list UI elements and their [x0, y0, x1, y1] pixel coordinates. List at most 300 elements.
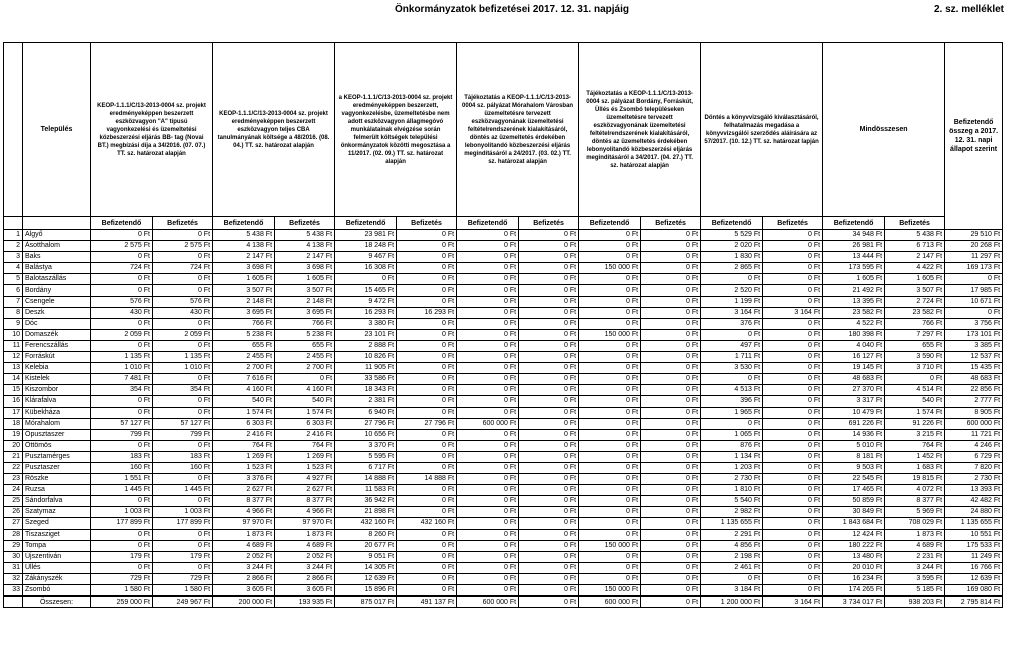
amount-cell: 2 888 Ft: [335, 340, 397, 351]
amount-cell: 0 Ft: [91, 340, 153, 351]
settlement-name: Csengele: [23, 296, 91, 307]
amount-cell: 0 Ft: [397, 285, 457, 296]
amount-cell: 0 Ft: [641, 440, 701, 451]
amount-cell: 1 065 Ft: [701, 429, 763, 440]
row-index: 10: [4, 329, 23, 340]
amount-cell: 1 452 Ft: [885, 451, 945, 462]
amount-cell: 1 203 Ft: [701, 462, 763, 473]
amount-cell: 1 574 Ft: [213, 407, 275, 418]
amount-cell: 2 147 Ft: [885, 252, 945, 263]
amount-cell: 183 Ft: [153, 451, 213, 462]
settlement-name: Tiszasziget: [23, 529, 91, 540]
table-row: [4, 529, 1003, 540]
amount-cell: 0 Ft: [91, 318, 153, 329]
amount-cell: 20 268 Ft: [945, 241, 1003, 252]
group-header-total: Mindösszesen: [823, 43, 945, 217]
amount-cell: 0 Ft: [579, 241, 641, 252]
amount-cell: 42 482 Ft: [945, 496, 1003, 507]
settlement-name: Öttömös: [23, 440, 91, 451]
amount-cell: 50 859 Ft: [823, 496, 885, 507]
amount-cell: 97 970 Ft: [275, 518, 335, 529]
amount-cell: 0 Ft: [457, 485, 519, 496]
amount-cell: 724 Ft: [91, 263, 153, 274]
amount-cell: 0 Ft: [519, 462, 579, 473]
amount-cell: 16 234 Ft: [823, 573, 885, 584]
amount-cell: 0 Ft: [457, 585, 519, 597]
amount-cell: 0 Ft: [763, 573, 823, 584]
amount-cell: 179 Ft: [91, 551, 153, 562]
settlement-name: Tompa: [23, 540, 91, 551]
amount-cell: 0 Ft: [519, 385, 579, 396]
amount-cell: 0 Ft: [457, 462, 519, 473]
amount-cell: 5 010 Ft: [823, 440, 885, 451]
amount-cell: 1 683 Ft: [885, 462, 945, 473]
amount-cell: 18 248 Ft: [335, 241, 397, 252]
amount-cell: 13 480 Ft: [823, 551, 885, 562]
amount-cell: 173 101 Ft: [945, 329, 1003, 340]
table-row: [4, 285, 1003, 296]
amount-cell: 2 730 Ft: [945, 474, 1003, 485]
amount-cell: 354 Ft: [153, 385, 213, 396]
amount-cell: 179 Ft: [153, 551, 213, 562]
amount-cell: 766 Ft: [885, 318, 945, 329]
amount-cell: 14 888 Ft: [335, 474, 397, 485]
amount-cell: 2 148 Ft: [213, 296, 275, 307]
row-index: 2: [4, 241, 23, 252]
amount-cell: 0 Ft: [579, 518, 641, 529]
row-index: 33: [4, 585, 23, 597]
amount-cell: 8 377 Ft: [275, 496, 335, 507]
amount-cell: 354 Ft: [91, 385, 153, 396]
settlement-name: Klárafalva: [23, 396, 91, 407]
amount-cell: 30 849 Ft: [823, 507, 885, 518]
amount-cell: 0 Ft: [763, 562, 823, 573]
amount-cell: 9 467 Ft: [335, 252, 397, 263]
table-row: [4, 429, 1003, 440]
amount-cell: 0 Ft: [579, 551, 641, 562]
amount-cell: 0 Ft: [579, 285, 641, 296]
table-row: [4, 474, 1003, 485]
amount-cell: 0 Ft: [519, 429, 579, 440]
amount-cell: 0 Ft: [91, 540, 153, 551]
amount-cell: 2 627 Ft: [213, 485, 275, 496]
amount-cell: 2 381 Ft: [335, 396, 397, 407]
group-header: Tájékoztatás a KEOP-1.1.1/C/13-2013-0004 sz. pályázat Bordány, Forráskút, Üllés és Zsombó településeken üzemeltetésre tervezett eszközvagyonának üzemeltetési feltételrendszerének kialakításáról, döntés az üzemeltetés érdekében lebonyolítandó közbeszerzési eljárás megindításáról a 34/2017. (04. 27.) TT. sz. határozat alapján: [579, 43, 701, 217]
amount-cell: 3 605 Ft: [275, 585, 335, 597]
index-subheader: [4, 217, 23, 230]
amount-cell: 0 Ft: [519, 396, 579, 407]
amount-cell: 2 700 Ft: [213, 363, 275, 374]
amount-cell: 1 135 Ft: [153, 352, 213, 363]
amount-cell: 0 Ft: [457, 374, 519, 385]
amount-cell: 1 605 Ft: [885, 274, 945, 285]
table-row: [4, 396, 1003, 407]
amount-cell: 0 Ft: [519, 329, 579, 340]
amount-cell: 0 Ft: [457, 429, 519, 440]
payments-table: [3, 42, 1003, 608]
amount-cell: 0 Ft: [457, 352, 519, 363]
amount-cell: 2 724 Ft: [885, 296, 945, 307]
settlement-name: Kelebia: [23, 363, 91, 374]
amount-cell: 3 244 Ft: [213, 562, 275, 573]
amount-cell: 4 040 Ft: [823, 340, 885, 351]
amount-cell: 0 Ft: [701, 418, 763, 429]
amount-cell: 4 966 Ft: [275, 507, 335, 518]
amount-cell: 766 Ft: [213, 318, 275, 329]
amount-cell: 2 520 Ft: [701, 285, 763, 296]
amount-cell: 0 Ft: [641, 496, 701, 507]
amount-cell: 0 Ft: [457, 440, 519, 451]
amount-cell: 5 529 Ft: [701, 230, 763, 241]
amount-cell: 34 948 Ft: [823, 230, 885, 241]
row-index: 15: [4, 385, 23, 396]
amount-cell: 2 730 Ft: [701, 474, 763, 485]
amount-cell: 2 059 Ft: [153, 329, 213, 340]
amount-cell: 16 308 Ft: [335, 263, 397, 274]
amount-cell: 5 438 Ft: [885, 230, 945, 241]
due-subheader: Befizetendő: [213, 217, 275, 230]
amount-cell: 0 Ft: [641, 274, 701, 285]
totals-label: Összesen:: [23, 596, 91, 608]
amount-cell: 5 438 Ft: [213, 230, 275, 241]
row-index: 18: [4, 418, 23, 429]
amount-cell: 57 127 Ft: [153, 418, 213, 429]
amount-cell: 0 Ft: [579, 352, 641, 363]
amount-cell: 0 Ft: [641, 352, 701, 363]
amount-cell: 5 238 Ft: [213, 329, 275, 340]
amount-cell: 2 147 Ft: [213, 252, 275, 263]
table-row: [4, 462, 1003, 473]
amount-cell: 0 Ft: [91, 230, 153, 241]
row-index: 29: [4, 540, 23, 551]
row-index: 27: [4, 518, 23, 529]
amount-cell: 11 905 Ft: [335, 363, 397, 374]
amount-cell: 22 856 Ft: [945, 385, 1003, 396]
amount-cell: 0 Ft: [579, 252, 641, 263]
settlement-name: Dóc: [23, 318, 91, 329]
amount-cell: 8 905 Ft: [945, 407, 1003, 418]
amount-cell: 2 416 Ft: [213, 429, 275, 440]
amount-cell: 1 580 Ft: [153, 585, 213, 597]
total-amount-cell: 2 795 814 Ft: [945, 596, 1003, 608]
amount-cell: 3 184 Ft: [701, 585, 763, 597]
amount-cell: 0 Ft: [641, 507, 701, 518]
row-index: 3: [4, 252, 23, 263]
amount-cell: 1 873 Ft: [275, 529, 335, 540]
amount-cell: 576 Ft: [91, 296, 153, 307]
amount-cell: 2 416 Ft: [275, 429, 335, 440]
amount-cell: 0 Ft: [763, 274, 823, 285]
total-amount-cell: 259 000 Ft: [91, 596, 153, 608]
settlement-name: Kistelek: [23, 374, 91, 385]
table-row: [4, 407, 1003, 418]
amount-cell: 0 Ft: [457, 230, 519, 241]
amount-cell: 11 721 Ft: [945, 429, 1003, 440]
amount-cell: 2 455 Ft: [213, 352, 275, 363]
table-row: [4, 352, 1003, 363]
settlement-name: Röszke: [23, 474, 91, 485]
amount-cell: 183 Ft: [91, 451, 153, 462]
amount-cell: 540 Ft: [275, 396, 335, 407]
amount-cell: 0 Ft: [519, 418, 579, 429]
amount-cell: 0 Ft: [763, 352, 823, 363]
amount-cell: 0 Ft: [397, 230, 457, 241]
amount-cell: 6 713 Ft: [885, 241, 945, 252]
amount-cell: 0 Ft: [641, 318, 701, 329]
row-index: 16: [4, 396, 23, 407]
amount-cell: 7 297 Ft: [885, 329, 945, 340]
paid-subheader: Befizetés: [885, 217, 945, 230]
amount-cell: 2 866 Ft: [213, 573, 275, 584]
table-row: [4, 318, 1003, 329]
amount-cell: 2 052 Ft: [213, 551, 275, 562]
amount-cell: 0 Ft: [457, 307, 519, 318]
row-index: 24: [4, 485, 23, 496]
amount-cell: 16 293 Ft: [397, 307, 457, 318]
amount-cell: 8 181 Ft: [823, 451, 885, 462]
amount-cell: 0 Ft: [397, 429, 457, 440]
amount-cell: 0 Ft: [641, 252, 701, 263]
row-index: 5: [4, 274, 23, 285]
table-row: [4, 485, 1003, 496]
amount-cell: 0 Ft: [397, 396, 457, 407]
amount-cell: 0 Ft: [457, 451, 519, 462]
amount-cell: 4 522 Ft: [823, 318, 885, 329]
amount-cell: 0 Ft: [153, 318, 213, 329]
amount-cell: 2 575 Ft: [153, 241, 213, 252]
amount-cell: 0 Ft: [641, 230, 701, 241]
amount-cell: 21 492 Ft: [823, 285, 885, 296]
table-row: [4, 451, 1003, 462]
amount-cell: 0 Ft: [641, 429, 701, 440]
amount-cell: 1 445 Ft: [153, 485, 213, 496]
row-index: 28: [4, 529, 23, 540]
amount-cell: 0 Ft: [397, 241, 457, 252]
amount-cell: 4 160 Ft: [275, 385, 335, 396]
amount-cell: 1 830 Ft: [701, 252, 763, 263]
amount-cell: 3 244 Ft: [885, 562, 945, 573]
amount-cell: 4 927 Ft: [275, 474, 335, 485]
amount-cell: 10 479 Ft: [823, 407, 885, 418]
amount-cell: 0 Ft: [519, 585, 579, 597]
table-row: [4, 551, 1003, 562]
amount-cell: 1 523 Ft: [275, 462, 335, 473]
table-row: [4, 385, 1003, 396]
amount-cell: 0 Ft: [457, 407, 519, 418]
amount-cell: 396 Ft: [701, 396, 763, 407]
amount-cell: 0 Ft: [701, 329, 763, 340]
amount-cell: 876 Ft: [701, 440, 763, 451]
amount-cell: 10 656 Ft: [335, 429, 397, 440]
amount-cell: 0 Ft: [153, 407, 213, 418]
amount-cell: 2 461 Ft: [701, 562, 763, 573]
paid-subheader: Befizetés: [641, 217, 701, 230]
amount-cell: 22 545 Ft: [823, 474, 885, 485]
table-row: [4, 562, 1003, 573]
amount-cell: 3 244 Ft: [275, 562, 335, 573]
table-row: [4, 307, 1003, 318]
amount-cell: 1 003 Ft: [91, 507, 153, 518]
amount-cell: 0 Ft: [763, 518, 823, 529]
amount-cell: 1 199 Ft: [701, 296, 763, 307]
amount-cell: 0 Ft: [397, 551, 457, 562]
amount-cell: 48 683 Ft: [823, 374, 885, 385]
amount-cell: 764 Ft: [275, 440, 335, 451]
amount-cell: 729 Ft: [91, 573, 153, 584]
amount-cell: 0 Ft: [701, 374, 763, 385]
amount-cell: 160 Ft: [153, 462, 213, 473]
totals-row: [4, 596, 1003, 608]
settlement-name: Ferencszállás: [23, 340, 91, 351]
amount-cell: 4 160 Ft: [213, 385, 275, 396]
amount-cell: 0 Ft: [519, 485, 579, 496]
amount-cell: 2 147 Ft: [275, 252, 335, 263]
amount-cell: 3 376 Ft: [213, 474, 275, 485]
amount-cell: 430 Ft: [91, 307, 153, 318]
amount-cell: 0 Ft: [641, 340, 701, 351]
page-title: Önkormányzatok befizetései 2017. 12. 31. napjáig: [395, 4, 629, 15]
amount-cell: 57 127 Ft: [91, 418, 153, 429]
group-header: a KEOP-1.1.1/C/13-2013-0004 sz. projekt eredményeképpen beszerzett, vagyonkezelésbe, üzemeltetésbe nem adott eszközvagyon állagmegóvó munkálatainak elvégzése során felmerült költségek települési önkormányzatok közötti megosztása a 11/2017. (02. 09.) TT. sz. határozat alapján: [335, 43, 457, 217]
amount-cell: 1 134 Ft: [701, 451, 763, 462]
total-amount-cell: 0 Ft: [519, 596, 579, 608]
amount-cell: 8 260 Ft: [335, 529, 397, 540]
amount-cell: 708 029 Ft: [885, 518, 945, 529]
amount-cell: 0 Ft: [579, 451, 641, 462]
amount-cell: 0 Ft: [91, 396, 153, 407]
amount-cell: 0 Ft: [579, 462, 641, 473]
amount-cell: 2 052 Ft: [275, 551, 335, 562]
paid-subheader: Befizetés: [397, 217, 457, 230]
amount-cell: 0 Ft: [457, 529, 519, 540]
amount-cell: 0 Ft: [397, 318, 457, 329]
total-amount-cell: 875 017 Ft: [335, 596, 397, 608]
amount-cell: 2 291 Ft: [701, 529, 763, 540]
amount-cell: 11 583 Ft: [335, 485, 397, 496]
amount-cell: 3 698 Ft: [213, 263, 275, 274]
amount-cell: 175 533 Ft: [945, 540, 1003, 551]
amount-cell: 4 422 Ft: [885, 263, 945, 274]
total-amount-cell: 600 000 Ft: [457, 596, 519, 608]
settlement-name: Zsombó: [23, 585, 91, 597]
amount-cell: 0 Ft: [153, 529, 213, 540]
amount-cell: 432 160 Ft: [335, 518, 397, 529]
amount-cell: 764 Ft: [885, 440, 945, 451]
amount-cell: 430 Ft: [153, 307, 213, 318]
amount-cell: 0 Ft: [397, 585, 457, 597]
amount-cell: 1 010 Ft: [91, 363, 153, 374]
amount-cell: 4 246 Ft: [945, 440, 1003, 451]
amount-cell: 177 899 Ft: [91, 518, 153, 529]
amount-cell: 0 Ft: [763, 451, 823, 462]
amount-cell: 0 Ft: [579, 496, 641, 507]
amount-cell: 180 222 Ft: [823, 540, 885, 551]
amount-cell: 0 Ft: [519, 241, 579, 252]
amount-cell: 29 510 Ft: [945, 230, 1003, 241]
amount-cell: 0 Ft: [641, 241, 701, 252]
amount-cell: 0 Ft: [579, 573, 641, 584]
amount-cell: 3 164 Ft: [763, 307, 823, 318]
amount-cell: 11 249 Ft: [945, 551, 1003, 562]
settlement-name: Szeged: [23, 518, 91, 529]
amount-cell: 0 Ft: [763, 329, 823, 340]
amount-cell: 1 010 Ft: [153, 363, 213, 374]
amount-cell: 0 Ft: [763, 241, 823, 252]
amount-cell: 5 540 Ft: [701, 496, 763, 507]
amount-cell: 0 Ft: [519, 285, 579, 296]
amount-cell: 0 Ft: [579, 407, 641, 418]
amount-cell: 0 Ft: [397, 562, 457, 573]
amount-cell: 1 605 Ft: [823, 274, 885, 285]
amount-cell: 12 639 Ft: [335, 573, 397, 584]
amount-cell: 0 Ft: [397, 274, 457, 285]
settlement-name: Domaszék: [23, 329, 91, 340]
amount-cell: 13 395 Ft: [823, 296, 885, 307]
amount-cell: 0 Ft: [763, 474, 823, 485]
amount-cell: 0 Ft: [579, 274, 641, 285]
amount-cell: 0 Ft: [763, 540, 823, 551]
settlement-name: Pusztaszer: [23, 462, 91, 473]
amount-cell: 0 Ft: [641, 540, 701, 551]
amount-cell: 18 343 Ft: [335, 385, 397, 396]
amount-cell: 0 Ft: [763, 507, 823, 518]
amount-cell: 1 269 Ft: [213, 451, 275, 462]
amount-cell: 0 Ft: [641, 374, 701, 385]
group-header: KEOP-1.1.1/C/13-2013-0004 sz. projekt eredményeképpen beszerzett eszközvagyon teljes CBA tanulmányának költsége a 48/2016. (08. 04.) TT. sz. határozat alapján: [213, 43, 335, 217]
amount-cell: 0 Ft: [763, 407, 823, 418]
amount-cell: 7 820 Ft: [945, 462, 1003, 473]
amount-cell: 5 238 Ft: [275, 329, 335, 340]
amount-cell: 0 Ft: [397, 540, 457, 551]
amount-cell: 1 873 Ft: [213, 529, 275, 540]
amount-cell: 0 Ft: [91, 496, 153, 507]
amount-cell: 173 595 Ft: [823, 263, 885, 274]
amount-cell: 0 Ft: [763, 585, 823, 597]
amount-cell: 1 135 655 Ft: [945, 518, 1003, 529]
amount-cell: 0 Ft: [641, 407, 701, 418]
amount-cell: 0 Ft: [579, 440, 641, 451]
amount-cell: 12 424 Ft: [823, 529, 885, 540]
table-row: [4, 374, 1003, 385]
amount-cell: 4 513 Ft: [701, 385, 763, 396]
table-row: [4, 518, 1003, 529]
amount-cell: 0 Ft: [457, 540, 519, 551]
amount-cell: 0 Ft: [519, 307, 579, 318]
row-index: 7: [4, 296, 23, 307]
amount-cell: 91 226 Ft: [885, 418, 945, 429]
amount-cell: 24 880 Ft: [945, 507, 1003, 518]
amount-cell: 0 Ft: [579, 562, 641, 573]
amount-cell: 0 Ft: [153, 540, 213, 551]
amount-cell: 0 Ft: [457, 385, 519, 396]
amount-cell: 1 445 Ft: [91, 485, 153, 496]
amount-cell: 160 Ft: [91, 462, 153, 473]
amount-cell: 0 Ft: [579, 340, 641, 351]
table-body: [4, 230, 1003, 597]
group-header: KEOP-1.1.1/C/13-2013-0004 sz. projekt eredményeképpen beszerzett eszközvagyon "A" típusú vagyonkezelési és üzemeltetési közbeszerzési eljárás BB- tag (Novai BT.) megbízási díja a 34/2016. (07. 07.) TT. sz. határozat alapján: [91, 43, 213, 217]
settlement-name: Kiszombor: [23, 385, 91, 396]
row-index: 25: [4, 496, 23, 507]
total-amount-cell: 193 935 Ft: [275, 596, 335, 608]
amount-cell: 0 Ft: [519, 540, 579, 551]
amount-cell: 0 Ft: [763, 363, 823, 374]
amount-cell: 0 Ft: [153, 474, 213, 485]
due-subheader: Befizetendő: [701, 217, 763, 230]
amount-cell: 0 Ft: [397, 462, 457, 473]
due-subheader: Befizetendő: [91, 217, 153, 230]
amount-cell: 0 Ft: [519, 374, 579, 385]
amount-cell: 0 Ft: [397, 496, 457, 507]
